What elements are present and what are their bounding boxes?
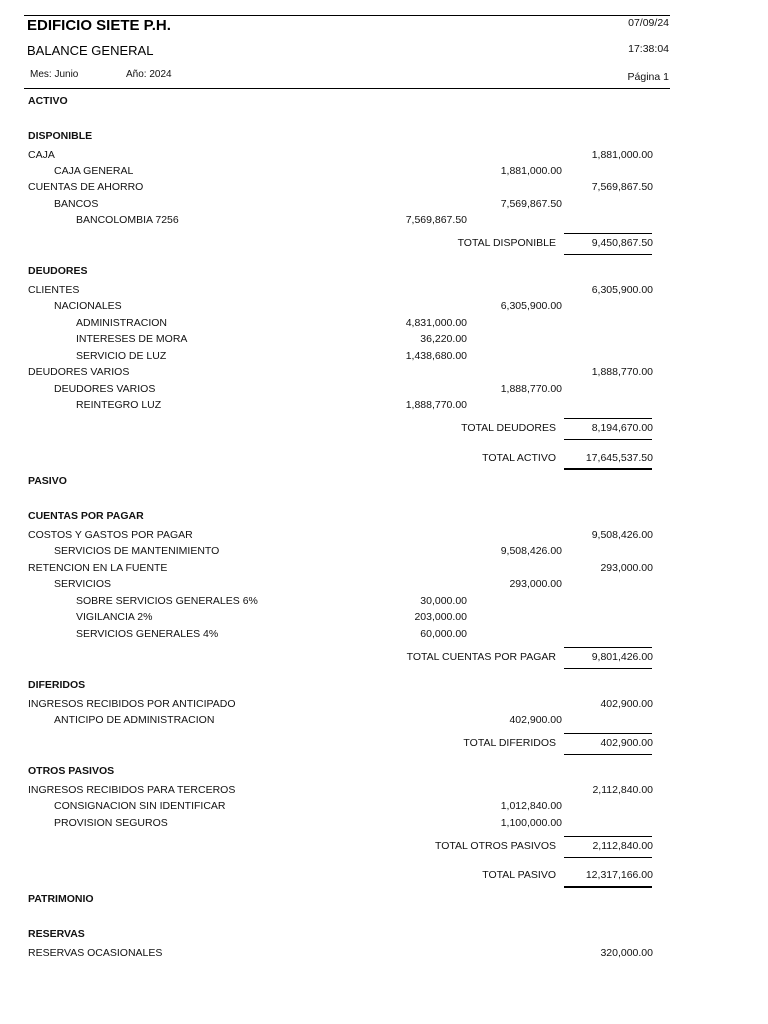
- group-heading-diferidos: DIFERIDOS: [28, 679, 86, 691]
- account-caja-general-amount: 1,881,000.00: [500, 165, 562, 177]
- account-ingresos-anticipado-total: 402,900.00: [600, 698, 653, 710]
- total-deudores-label: TOTAL DEUDORES: [461, 422, 556, 434]
- account-servicios-generales: SERVICIOS GENERALES 4%: [76, 628, 219, 640]
- account-sobre-servicios: SOBRE SERVICIOS GENERALES 6%: [76, 595, 258, 607]
- account-anticipo-administracion: ANTICIPO DE ADMINISTRACION: [54, 714, 215, 726]
- account-intereses-mora: INTERESES DE MORA: [76, 333, 188, 345]
- account-deudores-varios-sub-amount: 1,888,770.00: [500, 383, 562, 395]
- account-consignacion-amount: 1,012,840.00: [500, 800, 562, 812]
- total-diferidos-label: TOTAL DIFERIDOS: [463, 737, 556, 749]
- account-caja: CAJA: [28, 149, 55, 161]
- account-nacionales-amount: 6,305,900.00: [500, 300, 562, 312]
- report-title: BALANCE GENERAL: [27, 43, 154, 58]
- report-date: 07/09/24: [628, 17, 669, 29]
- account-servicios: SERVICIOS: [54, 578, 111, 590]
- total-diferidos-top-rule: [564, 733, 652, 734]
- page-number: Página 1: [627, 71, 669, 83]
- total-deudores-bottom-rule: [564, 439, 652, 440]
- report-time: 17:38:04: [628, 43, 669, 55]
- account-reintegro-luz-amount: 1,888,770.00: [405, 399, 467, 411]
- account-bancos: BANCOS: [54, 198, 99, 210]
- total-deudores-value: 8,194,670.00: [591, 422, 653, 434]
- group-heading-disponible: DISPONIBLE: [28, 130, 93, 142]
- total-disponible-label: TOTAL DISPONIBLE: [457, 237, 556, 249]
- account-costos-gastos-total: 9,508,426.00: [591, 529, 653, 541]
- account-administracion-amount: 4,831,000.00: [405, 317, 467, 329]
- account-sobre-servicios-amount: 30,000.00: [420, 595, 467, 607]
- account-administracion: ADMINISTRACION: [76, 317, 168, 329]
- account-reservas-ocasionales: RESERVAS OCASIONALES: [28, 947, 163, 959]
- account-deudores-varios-total: 1,888,770.00: [591, 366, 653, 378]
- section-heading-patrimonio: PATRIMONIO: [28, 893, 94, 905]
- account-reservas-ocasionales-total: 320,000.00: [600, 947, 653, 959]
- account-clientes-total: 6,305,900.00: [591, 284, 653, 296]
- account-bancolombia: BANCOLOMBIA 7256: [76, 214, 179, 226]
- section-heading-pasivo: PASIVO: [28, 475, 67, 487]
- account-retencion-fuente-total: 293,000.00: [600, 562, 653, 574]
- total-disponible-bottom-rule: [564, 254, 652, 255]
- account-deudores-varios: DEUDORES VARIOS: [28, 366, 130, 378]
- account-deudores-varios-sub: DEUDORES VARIOS: [54, 383, 156, 395]
- header-top-rule: [24, 15, 670, 16]
- total-activo-label: TOTAL ACTIVO: [482, 452, 556, 464]
- total-cxp-bottom-rule: [564, 668, 652, 669]
- account-reintegro-luz: REINTEGRO LUZ: [76, 399, 162, 411]
- group-heading-deudores: DEUDORES: [28, 265, 88, 277]
- total-activo-double-rule: [564, 468, 652, 470]
- account-cuentas-ahorro-total: 7,569,867.50: [591, 181, 653, 193]
- total-otros-pasivos-top-rule: [564, 836, 652, 837]
- account-intereses-mora-amount: 36,220.00: [420, 333, 467, 345]
- account-clientes: CLIENTES: [28, 284, 80, 296]
- total-activo-value: 17,645,537.50: [585, 452, 653, 464]
- month-label: Mes: Junio: [30, 69, 79, 80]
- account-cuentas-ahorro: CUENTAS DE AHORRO: [28, 181, 144, 193]
- account-vigilancia-amount: 203,000.00: [414, 611, 467, 623]
- year-label: Año: 2024: [126, 69, 172, 80]
- total-disponible-top-rule: [564, 233, 652, 234]
- total-diferidos-value: 402,900.00: [600, 737, 653, 749]
- account-bancos-amount: 7,569,867.50: [500, 198, 562, 210]
- account-ingresos-anticipado: INGRESOS RECIBIDOS POR ANTICIPADO: [28, 698, 236, 710]
- total-otros-pasivos-bottom-rule: [564, 857, 652, 858]
- account-servicio-luz: SERVICIO DE LUZ: [76, 350, 167, 362]
- total-disponible-value: 9,450,867.50: [591, 237, 653, 249]
- total-otros-pasivos-value: 2,112,840.00: [592, 840, 653, 852]
- total-pasivo-double-rule: [564, 886, 652, 888]
- account-caja-general: CAJA GENERAL: [54, 165, 134, 177]
- account-nacionales: NACIONALES: [54, 300, 122, 312]
- account-provision-seguros-amount: 1,100,000.00: [500, 817, 562, 829]
- account-ingresos-terceros-total: 2,112,840.00: [592, 784, 653, 796]
- account-consignacion: CONSIGNACION SIN IDENTIFICAR: [54, 800, 226, 812]
- account-servicios-amount: 293,000.00: [509, 578, 562, 590]
- account-retencion-fuente: RETENCION EN LA FUENTE: [28, 562, 168, 574]
- account-caja-total: 1,881,000.00: [591, 149, 653, 161]
- account-anticipo-administracion-amount: 402,900.00: [509, 714, 562, 726]
- account-servicios-mantenimiento: SERVICIOS DE MANTENIMIENTO: [54, 545, 220, 557]
- account-servicios-generales-amount: 60,000.00: [420, 628, 467, 640]
- group-heading-otros-pasivos: OTROS PASIVOS: [28, 765, 115, 777]
- total-diferidos-bottom-rule: [564, 754, 652, 755]
- account-vigilancia: VIGILANCIA 2%: [76, 611, 153, 623]
- section-heading-activo: ACTIVO: [28, 95, 68, 107]
- company-name: EDIFICIO SIETE P.H.: [27, 17, 171, 34]
- account-servicio-luz-amount: 1,438,680.00: [405, 350, 467, 362]
- total-cxp-label: TOTAL CUENTAS POR PAGAR: [406, 651, 556, 663]
- account-ingresos-terceros: INGRESOS RECIBIDOS PARA TERCEROS: [28, 784, 236, 796]
- total-cxp-top-rule: [564, 647, 652, 648]
- total-deudores-top-rule: [564, 418, 652, 419]
- account-costos-gastos: COSTOS Y GASTOS POR PAGAR: [28, 529, 193, 541]
- group-heading-reservas: RESERVAS: [28, 928, 85, 940]
- header-bottom-rule: [24, 88, 670, 89]
- account-provision-seguros: PROVISION SEGUROS: [54, 817, 168, 829]
- total-cxp-value: 9,801,426.00: [591, 651, 653, 663]
- account-bancolombia-amount: 7,569,867.50: [405, 214, 467, 226]
- total-otros-pasivos-label: TOTAL OTROS PASIVOS: [435, 840, 556, 852]
- group-heading-cuentas-por-pagar: CUENTAS POR PAGAR: [28, 510, 144, 522]
- total-pasivo-label: TOTAL PASIVO: [482, 869, 556, 881]
- account-servicios-mantenimiento-amount: 9,508,426.00: [500, 545, 562, 557]
- total-pasivo-value: 12,317,166.00: [585, 869, 653, 881]
